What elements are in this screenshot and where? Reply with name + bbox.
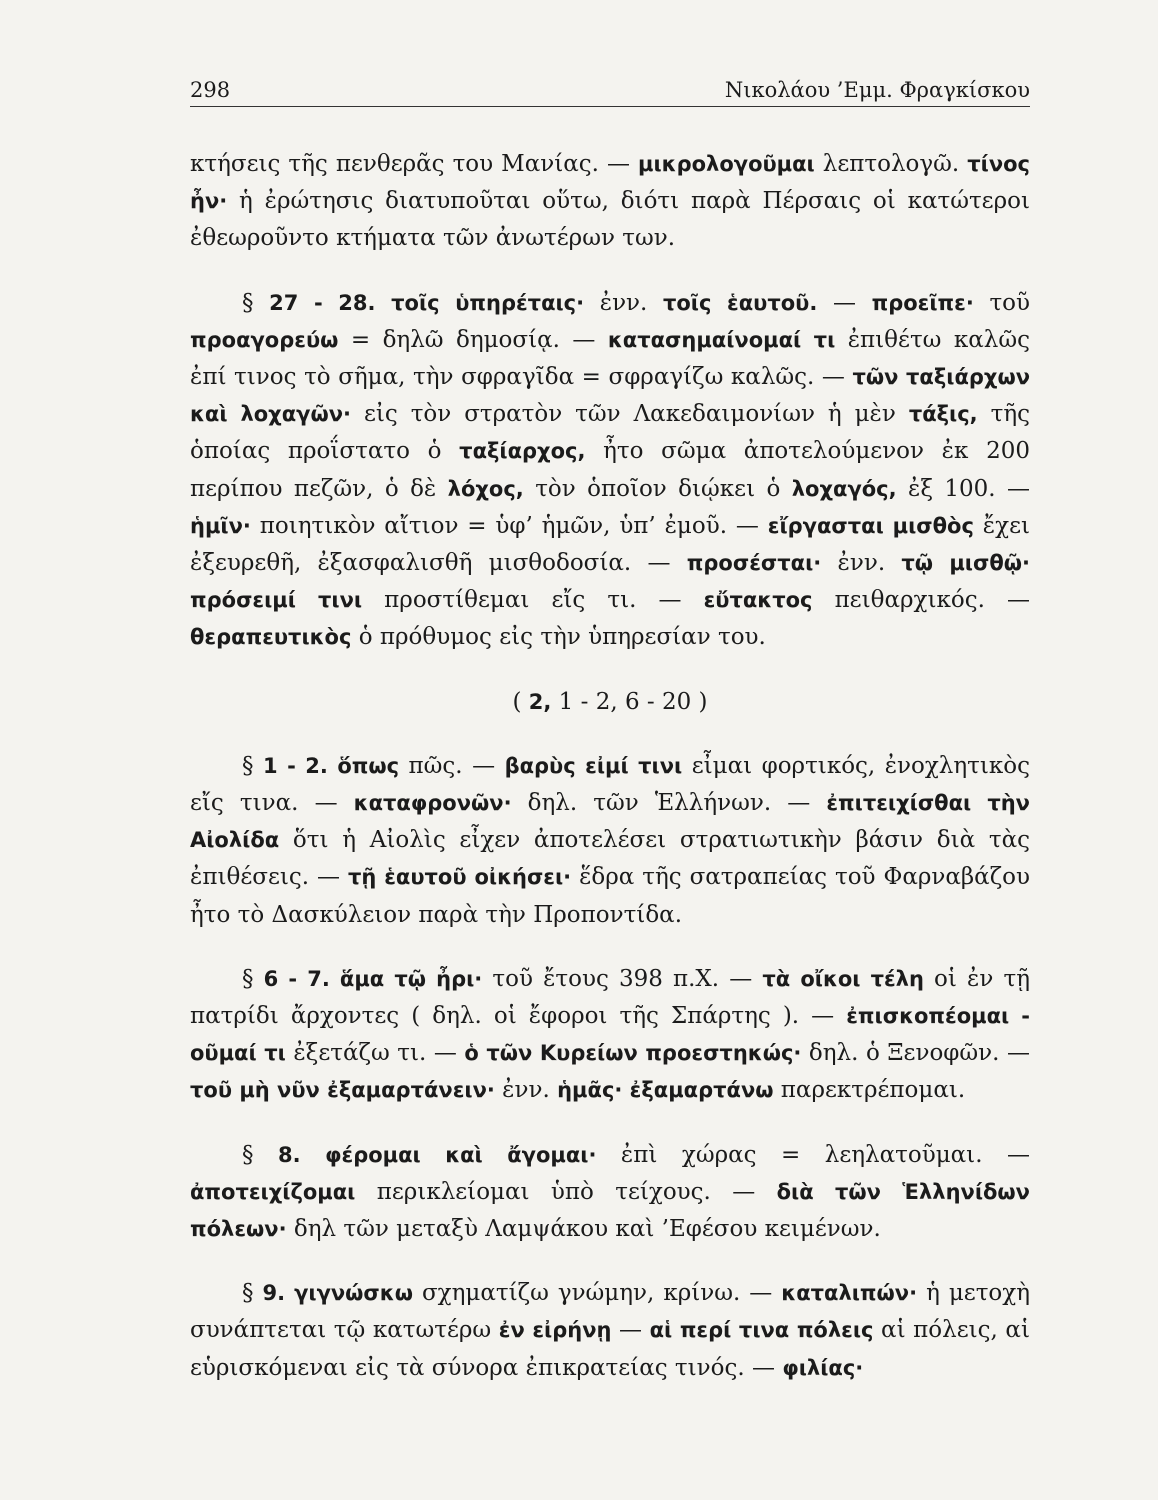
lemma: ἐν εἰρήνῃ xyxy=(498,1318,612,1343)
page-number: 298 xyxy=(190,78,231,102)
lemma: αἱ περί τινα πόλεις xyxy=(649,1318,874,1343)
lemma: τοῖς ἑαυτοῦ. xyxy=(662,290,818,315)
lemma: 1 - 2. ὅπως xyxy=(262,753,400,778)
paragraph xyxy=(190,285,1030,657)
lemma: 6 - 7. ἅμα τῷ ἦρι· xyxy=(263,966,483,991)
gloss-text: ἐνν. xyxy=(584,289,663,316)
lemma: ἡμῖν· xyxy=(190,513,251,538)
paragraph xyxy=(190,1137,1030,1249)
gloss-text: ἐξ 100. — xyxy=(896,475,1031,502)
gloss-text: ἡ ἐρώτησις διατυποῦται οὕτω, διότι παρὰ Πέρσαις οἱ κατώτεροι ἐθεωροῦντο κτήματα τῶν ἀνωτέρων των. xyxy=(190,188,1030,252)
lemma: κατασημαίνομαί τι xyxy=(607,327,836,352)
lemma: λόχος, xyxy=(447,476,524,501)
gloss-text: ἔχει ἐξευρεθῆ, ἐξασφαλισθῆ μισθοδοσία. — xyxy=(190,512,1030,577)
gloss-text: ὁ πρόθυμος εἰς τὴν ὑπηρεσίαν του. xyxy=(351,624,766,651)
gloss-text: οἱ ἐν τῇ πατρίδι ἄρχοντες ( δηλ. οἱ ἔφοροι τῆς Σπάρτης ). — xyxy=(190,965,1031,1030)
paragraph xyxy=(190,146,1030,258)
lemma: 9. γιγνώσκω xyxy=(262,1281,413,1306)
gloss-text: παρεκτρέπομαι. xyxy=(773,1077,966,1104)
section-heading xyxy=(190,684,1030,721)
gloss-text: ἐνν. xyxy=(821,550,902,577)
gloss-text: πειθαρχικός. — xyxy=(812,587,1030,614)
lemma: προσέσται· xyxy=(686,551,822,576)
lemma: εὔτακτος xyxy=(703,588,813,613)
lemma: τῷ μισθῷ· πρόσειμί τινι xyxy=(190,551,1030,613)
lemma: 8. φέρομαι καὶ ἄγομαι· xyxy=(278,1142,597,1167)
gloss-text: ἕδρα τῆς σατραπείας τοῦ Φαρναβάζου ἦτο τὸ Δασκύλειον παρὰ τὴν Προποντίδα. xyxy=(190,864,1031,928)
gloss-text: εἰς τὸν στρατὸν τῶν Λακεδαιμονίων ἡ μὲν xyxy=(351,401,909,428)
gloss-text: § xyxy=(242,289,270,316)
paragraph xyxy=(190,1275,1030,1387)
gloss-text: σχηματίζω γνώμην, κρίνω. — xyxy=(412,1280,782,1307)
lemma: καταλιπών· xyxy=(781,1281,918,1306)
gloss-text: τῆς ὁποίας προΐστατο ὁ xyxy=(190,401,1030,465)
gloss-text: 1 - 2, 6 - 20 ) xyxy=(551,688,708,715)
gloss-text: ( xyxy=(512,688,529,715)
gloss-text: αἱ πόλεις, αἱ εὑρισκόμεναι εἰς τὰ σύνορα ἐπικρατείας τινός. — xyxy=(190,1317,1030,1381)
running-title: Νικολάου ’Εμμ. Φραγκίσκου xyxy=(724,78,1030,102)
paragraph xyxy=(190,748,1030,934)
paragraph xyxy=(190,961,1030,1110)
lemma: ἀποτειχίζομαι xyxy=(190,1179,356,1204)
gloss-text: ἐπὶ χώρας = λεηλατοῦμαι. — xyxy=(596,1141,1031,1168)
lemma: τῇ ἑαυτοῦ οἰκήσει· xyxy=(347,865,572,890)
lemma: τάξις, xyxy=(908,402,978,427)
lemma: 2, xyxy=(528,689,552,714)
lemma: τοῦ μὴ νῦν ἐξαμαρτάνειν· xyxy=(190,1078,495,1103)
lemma: προαγορεύω xyxy=(190,327,339,352)
lemma: ἡμᾶς· ἐξαμαρτάνω xyxy=(557,1078,774,1103)
lemma: ὁ τῶν Κυρείων προεστηκώς· xyxy=(464,1041,802,1066)
gloss-text: ἐξετάζω τι. — xyxy=(285,1040,465,1067)
gloss-text: — xyxy=(817,289,872,316)
gloss-text: περικλείομαι ὑπὸ τείχους. — xyxy=(355,1178,777,1205)
gloss-text: δηλ. ὁ Ξενοφῶν. — xyxy=(801,1040,1030,1067)
lemma: τῶν ταξιάρχων καὶ λοχαγῶν· xyxy=(190,365,1031,427)
gloss-text: κτήσεις τῆς πενθερᾶς του Μανίας. — xyxy=(190,151,639,177)
lemma: φιλίας· xyxy=(782,1355,864,1380)
lemma: λοχαγός, xyxy=(791,476,897,501)
gloss-text: προστίθεμαι εἴς τι. — xyxy=(362,587,704,614)
gloss-text: = δηλῶ δημοσίᾳ. — xyxy=(338,326,608,353)
lemma: μικρολογοῦμαι xyxy=(638,152,815,176)
gloss-text: § xyxy=(242,1280,263,1307)
gloss-text: δηλ τῶν μεταξὺ Λαμψάκου καὶ ’Εφέσου κειμένων. xyxy=(286,1216,881,1243)
gloss-text: ἐνν. xyxy=(494,1077,558,1104)
gloss-text: § xyxy=(242,752,263,779)
gloss-text: πῶς. — xyxy=(399,752,505,779)
gloss-text: § xyxy=(242,1141,278,1168)
lemma: ταξίαρχος, xyxy=(459,439,586,464)
lemma: εἴργασται μισθὸς xyxy=(767,513,974,538)
gloss-text: τοῦ xyxy=(973,289,1031,316)
gloss-text: ὅτι ἡ Αἰολὶς εἶχεν ἀποτελέσει στρατιωτικὴν βάσιν διὰ τὰς ἐπιθέσεις. — xyxy=(190,827,1030,891)
gloss-text: ἡ μετοχὴ συνάπτεται τῷ κατωτέρω xyxy=(190,1280,1030,1344)
lemma: θεραπευτικὸς xyxy=(190,625,352,650)
lemma: διὰ τῶν Ἑλληνίδων πόλεων· xyxy=(190,1179,1030,1242)
commentary-text xyxy=(190,146,1030,1387)
gloss-text: ἐπιθέτω καλῶς ἐπί τινος τὸ σῆμα, τὴν σφραγῖδα = σφραγίζω καλῶς. — xyxy=(190,326,1030,391)
lemma: 27 - 28. τοῖς ὑπηρέταις· xyxy=(269,290,585,315)
gloss-text: λεπτολογῶ. xyxy=(814,151,968,177)
gloss-text: § xyxy=(242,965,264,992)
lemma: τὰ οἴκοι τέλη xyxy=(762,966,924,991)
gloss-text: εἶμαι φορτικός, ἐνοχλητικὸς εἴς τινα. — xyxy=(190,752,1031,817)
gloss-text: ποιητικὸν αἴτιον = ὑφ’ ἡμῶν, ὑπ’ ἐμοῦ. — xyxy=(250,512,768,539)
gloss-text: τὸν ὁποῖον διῴκει ὁ xyxy=(523,475,792,502)
running-head xyxy=(190,74,1030,107)
lemma: προεῖπε· xyxy=(871,290,974,315)
lemma: καταφρονῶν· xyxy=(353,791,512,816)
lemma: τίνος ἦν· xyxy=(190,152,1030,214)
gloss-text: ἦτο σῶμα ἀποτελούμενον ἐκ 200 περίπου πεζῶν, ὁ δὲ xyxy=(190,438,1030,502)
lemma: βαρὺς εἰμί τινι xyxy=(504,753,683,778)
gloss-text: τοῦ ἔτους 398 π.Χ. — xyxy=(482,965,763,992)
gloss-text: δηλ. τῶν Ἑλλήνων. — xyxy=(511,790,827,817)
lemma: ἐπισκοπέομαι - οῦμαί τι xyxy=(190,1004,1030,1066)
gloss-text: — xyxy=(611,1317,650,1344)
lemma: ἐπιτειχίσθαι τὴν Αἰολίδα xyxy=(190,791,1030,853)
